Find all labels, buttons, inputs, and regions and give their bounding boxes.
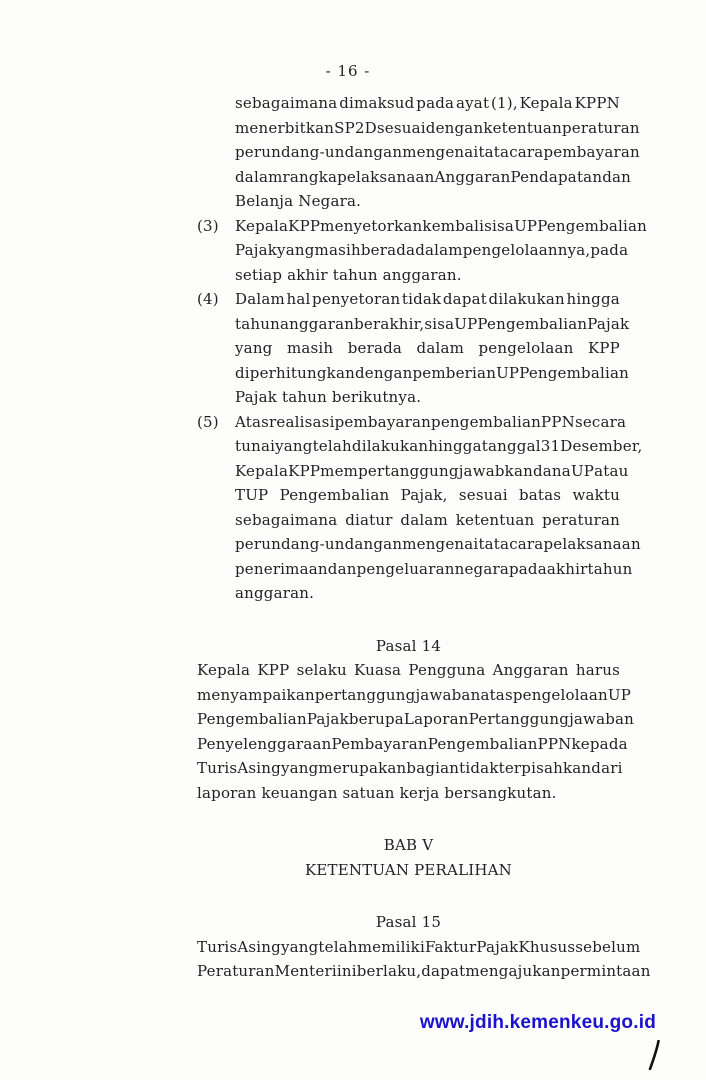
word: menyampaikan	[197, 685, 315, 704]
word: harus	[575, 661, 620, 679]
word: terpisahkan	[498, 759, 592, 777]
word: penerimaan	[235, 559, 328, 578]
text-line	[235, 214, 648, 239]
text-line	[235, 532, 641, 557]
word: pembayaran	[334, 412, 432, 431]
word: sesuai	[458, 486, 508, 504]
word: pada	[590, 241, 629, 259]
word: dengan	[425, 118, 484, 137]
word: Kepala	[235, 461, 289, 480]
word: selaku	[296, 661, 347, 679]
word: Pengembalian	[477, 314, 588, 333]
word: UP	[514, 216, 538, 235]
word: masih	[286, 339, 334, 357]
word: rangka	[282, 167, 338, 186]
word: mengenai	[402, 143, 479, 161]
word: berupa	[348, 710, 404, 728]
paragraph-block	[197, 935, 651, 984]
word: masih	[314, 241, 361, 259]
word: perundang-undangan	[235, 143, 403, 161]
word: pengembalian	[431, 412, 542, 431]
text-line: laporan keuangan satuan kerja bersangkutan.	[197, 783, 557, 802]
word: TUP	[235, 486, 269, 504]
word: dalam	[400, 510, 448, 529]
word: menyetorkan	[320, 216, 423, 235]
word: Atas	[235, 412, 270, 431]
word: dalam	[235, 167, 283, 186]
word: Pajak	[587, 314, 630, 333]
text-line: Pajak tahun berikutnya.	[235, 388, 422, 406]
text-line	[235, 140, 640, 165]
text-line	[235, 91, 620, 116]
text-line	[235, 410, 627, 435]
paragraph-block	[197, 658, 635, 805]
list-item	[197, 287, 630, 410]
word: Dalam	[235, 290, 285, 308]
word: tunai	[235, 437, 276, 455]
word: penyetoran	[312, 290, 401, 308]
footer-watermark-url[interactable]: www.jdih.kemenkeu.go.id	[419, 1012, 656, 1033]
word: dilakukan	[351, 437, 429, 455]
word: mempertanggungjawabkan	[320, 461, 533, 480]
word: telah	[318, 937, 358, 956]
word: yang	[280, 937, 319, 956]
word: tahun	[587, 559, 633, 578]
word: ketentuan	[455, 510, 535, 529]
word: Penyelenggaraan	[197, 734, 332, 753]
word: hingga	[566, 290, 620, 308]
word: Pengembalian	[519, 363, 630, 382]
word: Khusus	[518, 937, 576, 956]
word: dan	[327, 559, 357, 578]
word: Pembayaran	[331, 734, 428, 753]
text-line	[235, 312, 630, 337]
word: mengenai	[402, 535, 479, 553]
text-line	[235, 434, 643, 459]
text-line	[235, 336, 620, 361]
text-line	[235, 508, 620, 533]
word: sisa	[424, 314, 455, 333]
word: sebagaimana	[235, 510, 338, 529]
word: pembayaran	[543, 143, 640, 161]
text-line	[235, 459, 629, 484]
word: Asing	[237, 759, 281, 777]
text-line	[197, 959, 651, 984]
word: waktu	[572, 486, 620, 504]
word: berada	[347, 339, 403, 357]
word: yang	[275, 437, 313, 455]
page-number: - 16 -	[325, 62, 371, 80]
word: telah	[312, 437, 352, 455]
word: kembali	[422, 216, 485, 235]
word: pengelolaan	[478, 339, 574, 357]
word: Peraturan	[197, 962, 275, 980]
word: diatur	[345, 510, 393, 529]
word: cara	[509, 535, 544, 553]
word: dan	[602, 167, 631, 186]
word: berakhir,	[354, 314, 425, 333]
word: pada	[416, 94, 455, 112]
word: mengajukan	[465, 962, 561, 980]
word: Pengguna	[408, 661, 486, 679]
word: Menteri	[274, 962, 337, 980]
text-line	[235, 116, 640, 141]
word: pengelolaan	[512, 685, 608, 704]
word: Pertanggungjawaban	[468, 710, 635, 728]
paragraph-block	[235, 91, 640, 214]
word: anggaran	[279, 314, 355, 333]
word: sisa	[484, 216, 515, 235]
word: Pengembalian	[537, 216, 648, 235]
word: tata	[478, 143, 510, 161]
word: perundang-undangan	[235, 535, 403, 553]
word: ayat	[455, 94, 490, 112]
text-line	[235, 238, 629, 263]
text-line	[197, 658, 620, 683]
text-line	[235, 557, 633, 582]
list-marker: (5)	[197, 412, 219, 431]
word: menerbitkan	[235, 118, 335, 137]
word: Anggaran	[434, 167, 511, 186]
word: tidak	[401, 290, 442, 308]
section-heading: Pasal 15	[375, 913, 442, 931]
text-line: Belanja Negara.	[235, 192, 362, 210]
word: pengelolaannya,	[462, 241, 591, 259]
text-line	[235, 483, 620, 508]
word: SP2D	[334, 118, 377, 137]
word: atas	[480, 685, 513, 704]
word: tidak	[459, 759, 499, 777]
text-line	[235, 165, 631, 190]
word: merupakan	[318, 759, 407, 777]
text-line: setiap akhir tahun anggaran.	[235, 265, 462, 284]
text-line: anggaran.	[235, 584, 315, 602]
word: Pajak,	[400, 486, 448, 504]
word: berada	[360, 241, 416, 259]
word: berlaku,	[356, 962, 422, 980]
word: realisasi	[269, 412, 335, 431]
word: sebagaimana	[235, 94, 338, 112]
word: yang	[277, 241, 315, 259]
word: dalam	[415, 241, 463, 259]
word: Pajak	[476, 937, 519, 956]
text-line	[197, 935, 641, 960]
word: tahun	[235, 314, 280, 333]
word: dimaksud	[339, 94, 415, 112]
word: pemberian	[412, 363, 497, 382]
word: diperhitungkan	[235, 363, 355, 382]
section-heading: Pasal 14	[375, 636, 442, 655]
word: secara	[574, 412, 627, 431]
word: pada	[508, 559, 547, 578]
word: ketentuan	[483, 118, 562, 137]
word: 31	[540, 437, 561, 455]
word: dana	[532, 461, 571, 480]
word: kepada	[571, 734, 628, 753]
word: KPP	[288, 216, 321, 235]
word: peraturan	[542, 510, 620, 529]
word: atau	[594, 461, 629, 480]
word: batas	[518, 486, 562, 504]
word: KPPN	[574, 94, 620, 112]
word: KPP	[257, 661, 290, 679]
word: yang	[280, 759, 319, 777]
word: dengan	[354, 363, 413, 382]
word: Desember,	[560, 437, 643, 455]
word: UP	[454, 314, 478, 333]
word: peraturan	[561, 118, 640, 137]
word: dapat	[442, 290, 487, 308]
word: UP	[570, 461, 595, 480]
word: dapat	[421, 962, 466, 980]
word: Pengembalian	[427, 734, 538, 753]
word: Pajak	[306, 710, 349, 728]
word: dilakukan	[488, 290, 565, 308]
word: KPP	[587, 339, 620, 357]
word: Asing	[237, 937, 281, 956]
word: Anggaran	[492, 661, 569, 679]
word: UP	[496, 363, 520, 382]
word: Pajak	[235, 241, 278, 259]
word: sesuai	[376, 118, 426, 137]
word: hingga	[428, 437, 482, 455]
word: UP	[607, 685, 631, 704]
word: bagian	[406, 759, 460, 777]
word: Pendapatan	[510, 167, 603, 186]
text-line	[197, 683, 631, 708]
word: hal	[286, 290, 311, 308]
word: Laporan	[403, 710, 469, 728]
word: yang	[235, 339, 273, 357]
text-line	[197, 707, 635, 732]
list-item	[197, 410, 643, 606]
section-heading: BAB V	[383, 836, 434, 854]
word: Kuasa	[354, 661, 402, 679]
word: tanggal	[481, 437, 541, 455]
word: akhir	[546, 559, 588, 578]
word: cara	[509, 143, 544, 161]
word: pengeluaran	[356, 559, 455, 578]
list-item	[197, 214, 648, 288]
pen-mark-icon	[646, 1040, 662, 1070]
text-line	[197, 732, 628, 757]
word: Pengembalian	[279, 486, 390, 504]
word: pelaksanaan	[337, 167, 435, 186]
word: pelaksanaan	[543, 535, 641, 553]
word: Turis	[197, 937, 238, 956]
word: negara	[454, 559, 509, 578]
word: memiliki	[357, 937, 425, 956]
word: Kepala	[197, 661, 251, 679]
word: Faktur	[424, 937, 477, 956]
text-line	[197, 756, 623, 781]
word: permintaan	[560, 962, 651, 980]
section-heading: KETENTUAN PERALIHAN	[304, 860, 513, 879]
word: KPP	[288, 461, 321, 480]
text-line	[235, 361, 630, 386]
text-line	[235, 287, 620, 312]
word: (1),	[491, 94, 518, 112]
word: dari	[591, 759, 623, 777]
word: Kepala	[235, 216, 289, 235]
word: PPN	[541, 412, 575, 431]
list-marker: (4)	[197, 290, 219, 308]
word: Kepala	[519, 94, 573, 112]
word: Turis	[197, 759, 238, 777]
word: PPN	[537, 734, 572, 753]
word: sebelum	[575, 937, 641, 956]
word: ini	[336, 962, 357, 980]
word: dalam	[416, 339, 465, 357]
word: tata	[478, 535, 510, 553]
document-body	[197, 91, 651, 984]
list-marker: (3)	[197, 216, 219, 235]
word: pertanggungjawaban	[314, 685, 481, 704]
word: Pengembalian	[197, 710, 307, 728]
